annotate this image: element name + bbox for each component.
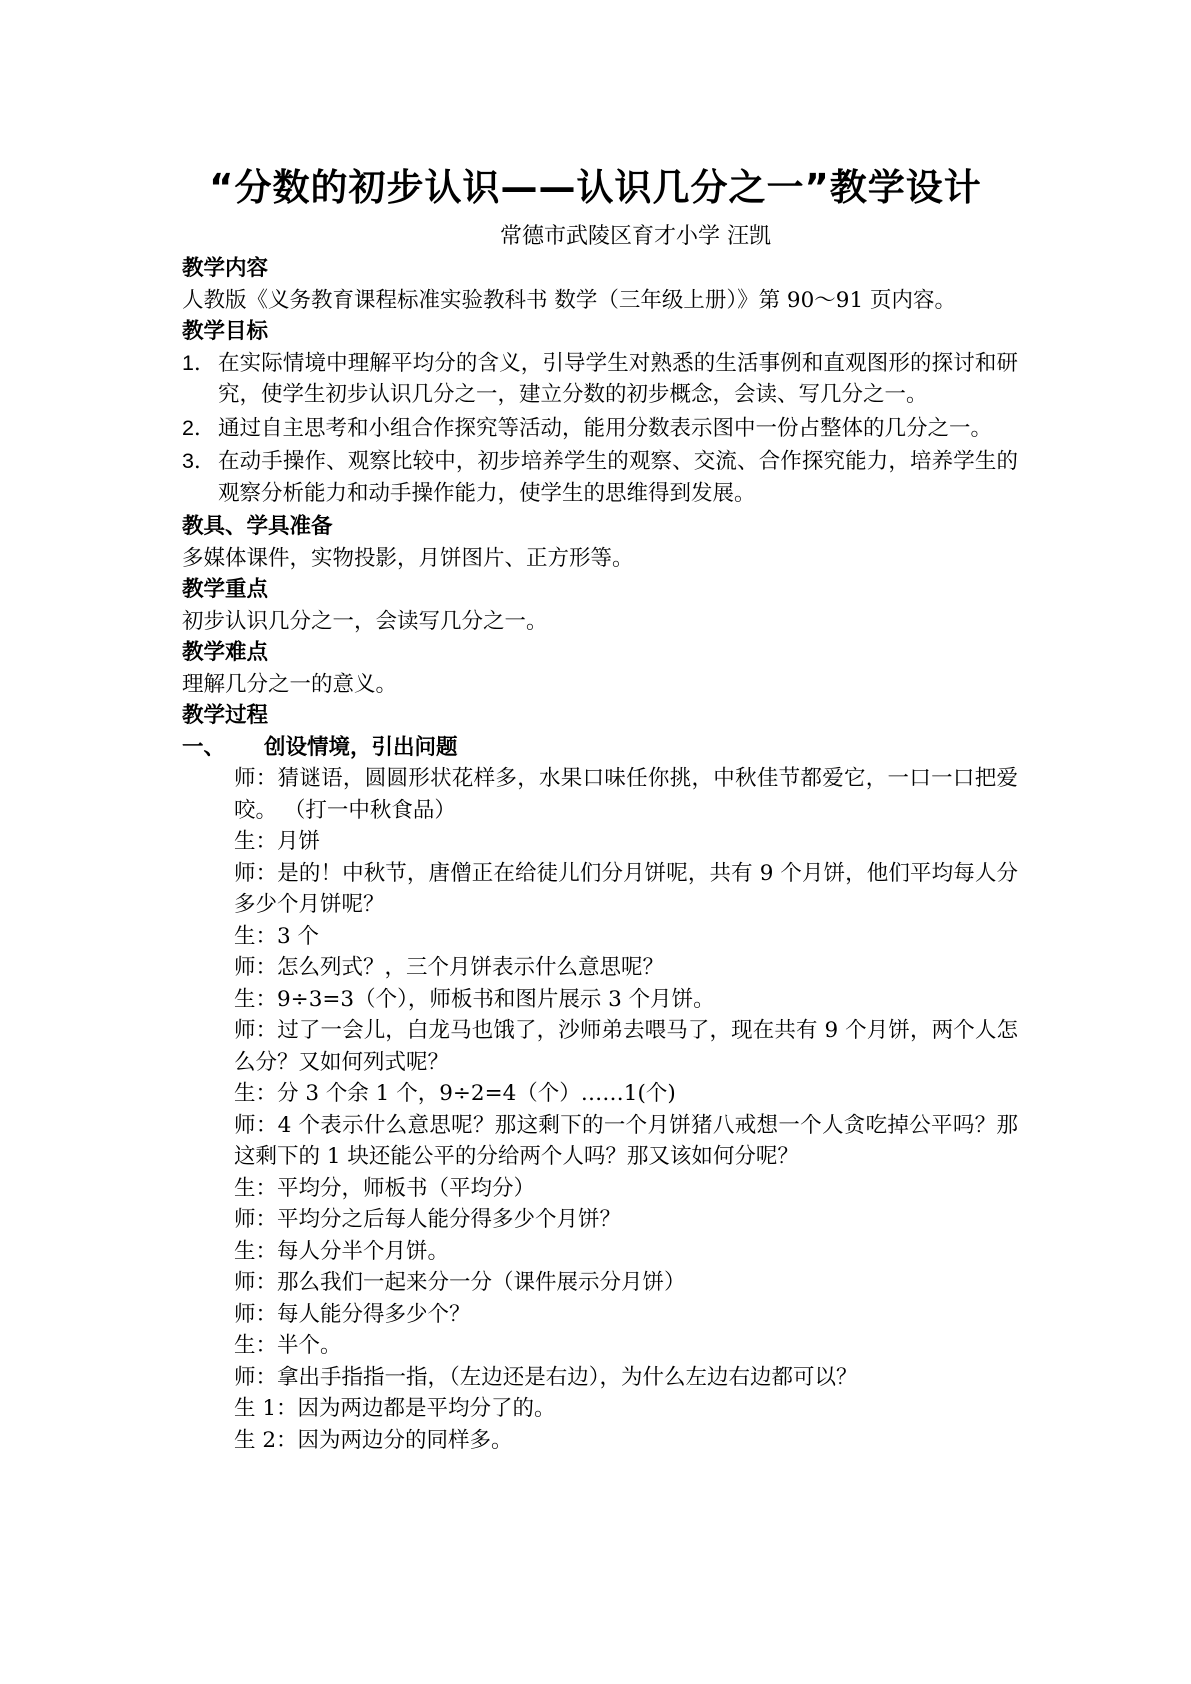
dialog-line: 师：4 个表示什么意思呢？那这剩下的一个月饼猪八戒想一个人贪吃掉公平吗？那这剩下的 1 块还能公平的分给两个人吗？那又该如何分呢？: [234, 1112, 1018, 1169]
goal-number: 2．: [182, 415, 216, 440]
dialog-block: [234, 763, 1018, 1456]
page-title: “分数的初步认识——认识几分之一”教学设计: [209, 166, 982, 209]
dialog-line: 师：猜谜语，圆圆形状花样多，水果口味任你挑，中秋佳节都爱它，一口一口把爱咬。 （打一中秋食品）: [234, 766, 1018, 823]
difficulty-text: 理解几分之一的意义。: [182, 671, 398, 697]
goals-heading: 教学目标: [182, 319, 269, 344]
dialog-line: 师：平均分之后每人能分得多少个月饼？: [234, 1207, 622, 1232]
dialog-line: 师：是的！中秋节，唐僧正在给徒儿们分月饼呢，共有 9 个月饼，他们平均每人分多少个月饼呢？: [234, 860, 1018, 917]
dialog-line: 生 2：因为两边分的同样多。: [234, 1427, 513, 1453]
dialog-line: 师：怎么列式？，三个月饼表示什么意思呢？: [234, 955, 665, 980]
content-text: 人教版《义务教育课程标准实验教科书 数学（三年级上册）》第 90～91 页内容。: [182, 287, 956, 313]
tools-heading: 教具、学具准备: [182, 514, 333, 539]
goals-list: [182, 348, 1018, 510]
dialog-line: 生：9÷3=3（个），师板书和图片展示 3 个月饼。: [234, 986, 715, 1012]
dialog-line: 师：拿出手指指一指，（左边还是右边），为什么左边右边都可以？: [234, 1364, 858, 1390]
goal-item: [182, 348, 1018, 411]
goal-item: [182, 413, 1018, 445]
dialog-line: 生：月饼: [234, 829, 321, 854]
dialog-line: 师：每人能分得多少个？: [234, 1301, 471, 1327]
dialog-line: 生：分 3 个余 1 个，9÷2=4（个）……1(个): [234, 1081, 676, 1106]
goal-text: 通过自主思考和小组合作探究等活动，能用分数表示图中一份占整体的几分之一。: [218, 415, 993, 441]
step-one-title: 创设情境，引出问题: [264, 734, 458, 760]
dialog-line: 生：半个。: [234, 1333, 342, 1358]
tools-text: 多媒体课件，实物投影，月饼图片、正方形等。: [182, 545, 634, 571]
step-one-heading: [182, 732, 1018, 764]
goal-item: [182, 446, 1018, 509]
goal-number: 3．: [182, 449, 216, 473]
document-body: [182, 253, 1018, 1456]
dialog-line: 生 1：因为两边都是平均分了的。: [234, 1396, 556, 1421]
difficulty-heading: 教学难点: [182, 640, 269, 665]
dialog-line: 生：每人分半个月饼。: [234, 1238, 450, 1264]
step-one-number: 一、: [182, 734, 226, 760]
goal-number: 1．: [182, 350, 216, 375]
content-heading: 教学内容: [182, 256, 269, 281]
dialog-line: 生：3 个: [234, 923, 320, 949]
goal-text: 在实际情境中理解平均分的含义，引导学生对熟悉的生活事例和直观图形的探讨和研究，使学生初步认识几分之一，建立分数的初步概念，会读、写几分之一。: [218, 350, 1018, 407]
key-point-text: 初步认识几分之一，会读写几分之一。: [182, 608, 548, 634]
dialog-line: 生：平均分，师板书（平均分）: [234, 1175, 536, 1201]
dialog-line: 师：那么我们一起来分一分（课件展示分月饼）: [234, 1270, 686, 1295]
dialog-line: 师：过了一会儿，白龙马也饿了，沙师弟去喂马了，现在共有 9 个月饼，两个人怎么分？又如何列式呢？: [234, 1018, 1018, 1075]
author-line: 常德市武陵区育才小学 汪凯: [500, 224, 771, 249]
goal-text: 在动手操作、观察比较中，初步培养学生的观察、交流、合作探究能力，培养学生的观察分析能力和动手操作能力，使学生的思维得到发展。: [218, 449, 1018, 506]
key-point-heading: 教学重点: [182, 577, 269, 602]
process-heading: 教学过程: [182, 703, 269, 728]
